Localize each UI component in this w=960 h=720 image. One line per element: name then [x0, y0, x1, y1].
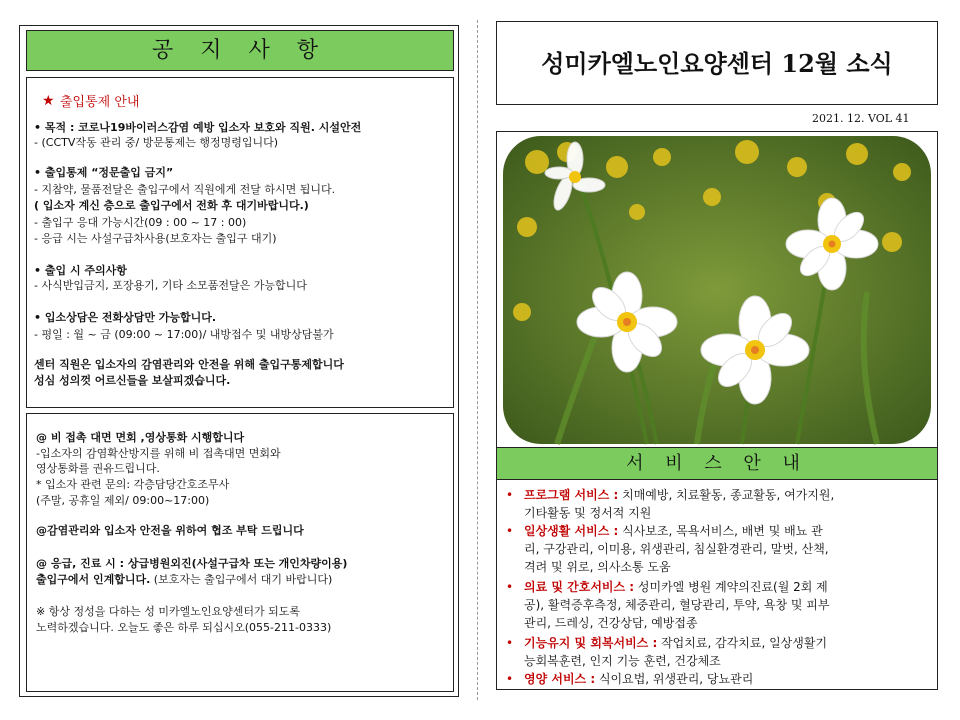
service-name: 프로그램 서비스 :: [524, 488, 619, 502]
notice-line: 센터 직원은 입소자의 감염관리와 안전을 위해 출입구통제합니다: [34, 358, 344, 371]
notice-line: • 입소상담은 전화상담만 가능합니다.: [34, 311, 217, 324]
service-desc-line: 관리, 드레싱, 건강상담, 예방접종: [524, 616, 698, 630]
info-line: (주말, 공휴일 제외/ 09:00~17:00): [36, 494, 210, 507]
service-name: 기능유지 및 회복서비스 :: [524, 636, 658, 650]
info-line-bold: 출입구에서 인계합니다.: [36, 573, 151, 586]
notice-line: • 출입통제 “정문출입 금지”: [34, 166, 174, 179]
notice-line: - 지참약, 물품전달은 출입구에서 직원에게 전달 하시면 됩니다.: [34, 183, 336, 196]
info-line: @ 비 접촉 대면 면회 ,영상통화 시행합니다: [36, 431, 245, 444]
notice-header: [26, 30, 454, 71]
star-icon: ★: [42, 93, 55, 109]
service-desc: 성미카엘 병원 계약의진료(월 2회 제: [634, 580, 828, 594]
notice-line: • 출입 시 주의사항: [34, 264, 127, 277]
service-item: [524, 634, 827, 652]
service-desc: 식이요법, 위생관리, 당뇨관리: [595, 672, 754, 686]
service-name: 의료 및 간호서비스 :: [524, 580, 635, 594]
notice-line: • 목적 : 코로나19바이러스감염 예방 입소자 보호와 직원. 시설안전: [34, 121, 362, 134]
service-item: [524, 522, 823, 540]
narcissus-photo: [496, 131, 938, 449]
bullet-icon: •: [506, 488, 514, 502]
bullet-icon: •: [506, 672, 514, 686]
service-desc-line: 기타활동 및 정서적 지원: [524, 506, 652, 520]
service-desc: 작업치료, 감각치료, 일상생활기: [657, 636, 828, 650]
bullet-icon: •: [506, 636, 514, 650]
service-desc-line: 공), 활력증후측정, 체중관리, 혈당관리, 투약, 욕창 및 피부: [524, 598, 830, 612]
service-name: 일상생활 서비스 :: [524, 524, 619, 538]
service-desc: 식사보조, 목욕서비스, 배변 및 배뇨 관: [618, 524, 823, 538]
info-line: * 입소자 관련 문의: 각층담당간호조무사: [36, 478, 230, 491]
service-desc-line: 리, 구강관리, 이미용, 위생관리, 침실환경관리, 말벗, 산책,: [524, 542, 829, 556]
notice-line: - 출입구 응대 가능시간(09 : 00 ~ 17 : 00): [34, 216, 247, 229]
service-item: [524, 670, 753, 688]
service-title: 서 비 스 안 내: [626, 453, 808, 474]
service-desc-line: 격려 및 위로, 의사소통 도움: [524, 560, 671, 574]
info-line-suffix: (보호자는 출입구에서 대기 바랍니다): [150, 573, 333, 586]
service-desc: 치매예방, 치료활동, 종교활동, 여가지원,: [618, 488, 835, 502]
newsletter-title-box: [496, 21, 938, 105]
notice-title: 공 지 사 항: [152, 38, 328, 63]
bullet-icon: •: [506, 524, 514, 538]
column-divider: [477, 20, 478, 700]
info-line: @ 응급, 진료 시 : 상급병원외진(사설구급차 또는 개인차량이용): [36, 557, 348, 570]
volume-label: 2021. 12. VOL 41: [812, 112, 910, 125]
service-item: [524, 578, 828, 596]
info-line: [36, 572, 332, 587]
notice-line: - 응급 시는 사설구급차사용(보호자는 출입구 대기): [34, 232, 277, 245]
service-item: [524, 486, 834, 504]
info-line: 노력하겠습니다. 오늘도 좋은 하루 되십시오(055-211-0333): [36, 621, 332, 634]
info-line: @감염관리와 입소자 안전을 위하여 협조 부탁 드립니다: [36, 524, 304, 537]
notice-line: 성심 성의껏 어르신들을 보살피겠습니다.: [34, 374, 231, 387]
service-header: [496, 447, 938, 480]
service-desc-line: 능회복훈련, 인지 기능 훈련, 건강체조: [524, 654, 721, 668]
flower-illustration: [497, 132, 937, 448]
notice-line: - 평일 : 월 ~ 금 (09:00 ~ 17:00)/ 내방접수 및 내방상담불가: [34, 328, 334, 341]
service-name: 영양 서비스 :: [524, 672, 596, 686]
info-line: ※ 항상 정성을 다하는 성 미카엘노인요양센터가 되도록: [36, 605, 300, 618]
info-line: 영상통화를 권유드립니다.: [36, 462, 160, 475]
notice-line: ( 입소자 계신 층으로 출입구에서 전화 후 대기바랍니다.): [34, 199, 309, 212]
newsletter-title: 성미카엘노인요양센터 12월 소식: [541, 49, 893, 78]
notice-line: - (CCTV작동 관리 중/ 방문통제는 행정명령입니다): [34, 136, 278, 149]
notice-line: - 사식반입금지, 포장용기, 기타 소모품전달은 가능합니다: [34, 279, 307, 292]
bullet-icon: •: [506, 580, 514, 594]
info-line: -입소자의 감염확산방지를 위해 비 접촉대면 면회와: [36, 447, 281, 460]
notice-section-title: 출입통제 안내: [60, 95, 140, 110]
